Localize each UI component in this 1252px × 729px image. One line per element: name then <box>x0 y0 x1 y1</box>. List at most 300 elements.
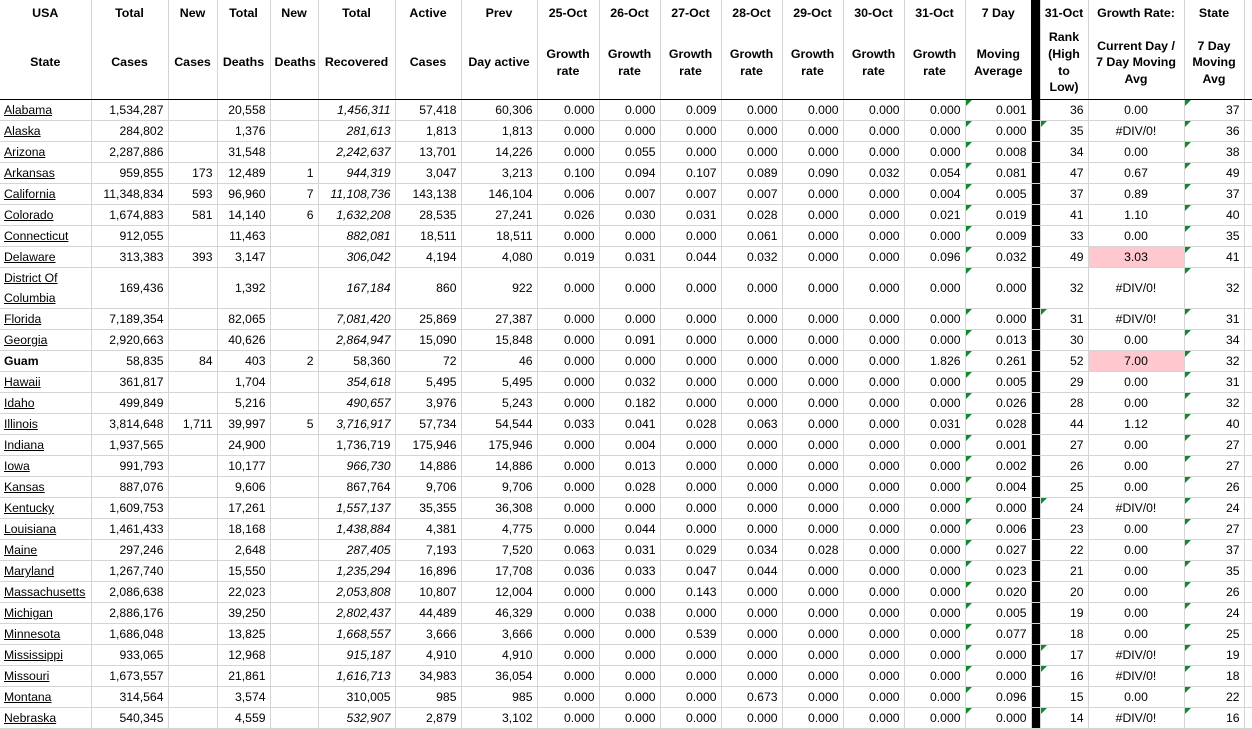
state-name-link[interactable]: Florida <box>4 312 42 326</box>
error-marker-icon <box>966 268 972 274</box>
growth-rate-26-oct-cell: 0.091 <box>599 330 660 351</box>
table-row[interactable] <box>0 666 1252 687</box>
state-name-link[interactable]: Alaska <box>4 124 41 138</box>
prev-day-active-cell: 9,706 <box>461 477 537 498</box>
rank-cell: 32 <box>1040 268 1088 309</box>
growth-rate-28-oct-cell: 0.000 <box>721 309 782 330</box>
recovered-cell: 1,235,294 <box>318 561 395 582</box>
growth-rate-30-oct-cell: 0.000 <box>843 309 904 330</box>
growth-rate-31-oct-cell: 0.000 <box>904 519 965 540</box>
recovered-cell: 532,907 <box>318 708 395 729</box>
prev-day-active-cell: 18,511 <box>461 226 537 247</box>
seven-day-moving-average-cell: 0.096 <box>965 687 1031 708</box>
header-rank-date-top: 31-Oct <box>1040 0 1088 26</box>
state-name-link[interactable]: Nebraska <box>4 711 57 725</box>
total-deaths-cell: 13,825 <box>217 624 270 645</box>
state-name-link[interactable]: Michigan <box>4 606 53 620</box>
error-marker-icon <box>1185 351 1191 357</box>
seven-day-moving-average-cell: 0.027 <box>965 540 1031 561</box>
header-growth-rate-27: Growth rate <box>660 26 721 100</box>
growth-rate-27-oct-cell: 0.000 <box>660 645 721 666</box>
error-marker-icon <box>1185 205 1191 211</box>
table-row[interactable] <box>0 393 1252 414</box>
recovered-cell: 306,042 <box>318 247 395 268</box>
header-state-7day-moving-avg: 7 Day Moving Avg <box>1184 26 1244 100</box>
overflow-cell <box>1244 330 1252 351</box>
header-new-cases-top: New <box>168 0 217 26</box>
state-name-link[interactable]: California <box>4 187 56 201</box>
state-name-link[interactable]: Minnesota <box>4 627 61 641</box>
table-row[interactable] <box>0 247 1252 268</box>
section-divider <box>1031 540 1040 561</box>
state-name-cell[interactable] <box>0 330 91 351</box>
growth-rate-31-oct-cell: 0.000 <box>904 624 965 645</box>
growth-rate-27-oct-cell: 0.009 <box>660 100 721 121</box>
header-growth-rate-top: Growth Rate: <box>1088 0 1184 26</box>
new-deaths-cell <box>270 540 318 561</box>
error-marker-icon <box>966 163 972 169</box>
growth-rate-25-oct-cell: 0.000 <box>537 624 599 645</box>
table-row[interactable] <box>0 477 1252 498</box>
rank-cell: 20 <box>1040 582 1088 603</box>
state-name-link[interactable]: Maryland <box>4 564 55 578</box>
growth-rate-25-oct-cell: 0.063 <box>537 540 599 561</box>
recovered-cell: 1,438,884 <box>318 519 395 540</box>
growth-rate-29-oct-cell: 0.000 <box>782 456 843 477</box>
rank-cell: 49 <box>1040 247 1088 268</box>
section-divider <box>1031 205 1040 226</box>
total-deaths-cell: 12,489 <box>217 163 270 184</box>
growth-rate-26-oct-cell: 0.000 <box>599 687 660 708</box>
new-cases-cell <box>168 477 217 498</box>
growth-rate-25-oct-cell: 0.033 <box>537 414 599 435</box>
state-name-link[interactable]: Georgia <box>4 333 48 347</box>
state-name-cell[interactable] <box>0 100 91 121</box>
state-name-cell[interactable] <box>0 498 91 519</box>
growth-rate-25-oct-cell: 0.000 <box>537 372 599 393</box>
active-cases-cell: 35,355 <box>395 498 461 519</box>
new-deaths-cell <box>270 330 318 351</box>
state-name-link[interactable]: Mississippi <box>4 648 63 662</box>
state-name-cell[interactable] <box>0 540 91 561</box>
section-divider <box>1031 100 1040 121</box>
rank-cell: 16 <box>1040 666 1088 687</box>
total-cases-cell: 912,055 <box>91 226 168 247</box>
state-7day-moving-avg-cell: 26 <box>1184 582 1244 603</box>
growth-rate-27-oct-cell: 0.044 <box>660 247 721 268</box>
growth-rate-28-oct-cell: 0.000 <box>721 456 782 477</box>
state-name-cell[interactable] <box>0 268 91 309</box>
error-marker-icon <box>966 393 972 399</box>
state-name-cell[interactable] <box>0 519 91 540</box>
seven-day-moving-average-cell: 0.077 <box>965 624 1031 645</box>
error-marker-icon <box>1185 603 1191 609</box>
growth-rate-30-oct-cell: 0.000 <box>843 498 904 519</box>
error-marker-icon <box>966 435 972 441</box>
table-row[interactable] <box>0 163 1252 184</box>
current-vs-7day-cell: 0.00 <box>1088 393 1184 414</box>
error-marker-icon <box>966 351 972 357</box>
total-cases-cell: 540,345 <box>91 708 168 729</box>
growth-rate-27-oct-cell: 0.000 <box>660 456 721 477</box>
total-deaths-cell: 20,558 <box>217 100 270 121</box>
seven-day-moving-average-cell: 0.002 <box>965 456 1031 477</box>
growth-rate-29-oct-cell: 0.000 <box>782 687 843 708</box>
state-name-cell[interactable] <box>0 603 91 624</box>
growth-rate-31-oct-cell: 0.000 <box>904 330 965 351</box>
error-marker-icon <box>1185 372 1191 378</box>
growth-rate-29-oct-cell: 0.000 <box>782 184 843 205</box>
growth-rate-26-oct-cell: 0.000 <box>599 708 660 729</box>
seven-day-moving-average-cell: 0.000 <box>965 645 1031 666</box>
table-row[interactable] <box>0 708 1252 729</box>
total-cases-cell: 933,065 <box>91 645 168 666</box>
header-moving-average: Moving Average <box>965 26 1031 100</box>
state-7day-moving-avg-cell: 34 <box>1184 330 1244 351</box>
growth-rate-26-oct-cell: 0.000 <box>599 100 660 121</box>
new-cases-cell <box>168 561 217 582</box>
growth-rate-27-oct-cell: 0.000 <box>660 309 721 330</box>
seven-day-moving-average-cell: 0.013 <box>965 330 1031 351</box>
rank-cell: 31 <box>1040 309 1088 330</box>
new-cases-cell: 581 <box>168 205 217 226</box>
growth-rate-25-oct-cell: 0.000 <box>537 456 599 477</box>
state-name-cell[interactable] <box>0 687 91 708</box>
growth-rate-28-oct-cell: 0.000 <box>721 603 782 624</box>
rank-cell: 41 <box>1040 205 1088 226</box>
error-marker-icon <box>1185 226 1191 232</box>
state-7day-moving-avg-cell: 27 <box>1184 435 1244 456</box>
active-cases-cell: 15,090 <box>395 330 461 351</box>
section-divider <box>1031 519 1040 540</box>
table-row[interactable] <box>0 456 1252 477</box>
growth-rate-30-oct-cell: 0.000 <box>843 330 904 351</box>
state-name-cell[interactable] <box>0 435 91 456</box>
state-7day-moving-avg-cell: 37 <box>1184 184 1244 205</box>
growth-rate-29-oct-cell: 0.000 <box>782 477 843 498</box>
table-row[interactable] <box>0 372 1252 393</box>
table-row[interactable] <box>0 624 1252 645</box>
new-cases-cell <box>168 666 217 687</box>
table-row[interactable] <box>0 687 1252 708</box>
seven-day-moving-average-cell: 0.081 <box>965 163 1031 184</box>
new-cases-cell: 393 <box>168 247 217 268</box>
prev-day-active-cell: 175,946 <box>461 435 537 456</box>
new-cases-cell <box>168 708 217 729</box>
header-date-31-oct: 31-Oct <box>904 0 965 26</box>
growth-rate-29-oct-cell: 0.000 <box>782 519 843 540</box>
state-name-link[interactable]: Kansas <box>4 480 45 494</box>
overflow-cell <box>1244 666 1252 687</box>
prev-day-active-cell: 14,886 <box>461 456 537 477</box>
overflow-cell <box>1244 184 1252 205</box>
growth-rate-27-oct-cell: 0.029 <box>660 540 721 561</box>
growth-rate-29-oct-cell: 0.000 <box>782 435 843 456</box>
growth-rate-29-oct-cell: 0.000 <box>782 268 843 309</box>
growth-rate-29-oct-cell: 0.000 <box>782 624 843 645</box>
state-7day-moving-avg-cell: 32 <box>1184 268 1244 309</box>
growth-rate-26-oct-cell: 0.007 <box>599 184 660 205</box>
state-name-cell[interactable] <box>0 561 91 582</box>
overflow-cell <box>1244 100 1252 121</box>
state-7day-moving-avg-cell: 27 <box>1184 456 1244 477</box>
state-name-link[interactable]: Delaware <box>4 250 56 264</box>
new-deaths-cell <box>270 624 318 645</box>
current-vs-7day-cell: 0.00 <box>1088 561 1184 582</box>
table-row[interactable] <box>0 100 1252 121</box>
active-cases-cell: 143,138 <box>395 184 461 205</box>
growth-rate-25-oct-cell: 0.000 <box>537 142 599 163</box>
active-cases-cell: 13,701 <box>395 142 461 163</box>
state-name-link[interactable]: Arizona <box>4 145 46 159</box>
error-marker-icon <box>966 498 972 504</box>
growth-rate-26-oct-cell: 0.000 <box>599 666 660 687</box>
recovered-cell: 310,005 <box>318 687 395 708</box>
table-row[interactable] <box>0 205 1252 226</box>
overflow-cell <box>1244 414 1252 435</box>
state-name-cell[interactable] <box>0 372 91 393</box>
state-7day-moving-avg-cell: 37 <box>1184 540 1244 561</box>
table-row[interactable] <box>0 582 1252 603</box>
state-name-cell[interactable] <box>0 645 91 666</box>
state-name-link[interactable]: Iowa <box>4 459 30 473</box>
table-row[interactable] <box>0 142 1252 163</box>
table-header <box>0 0 1252 100</box>
state-name-cell[interactable] <box>0 205 91 226</box>
total-deaths-cell: 3,147 <box>217 247 270 268</box>
state-name-cell[interactable] <box>0 456 91 477</box>
state-name-link[interactable]: Alabama <box>4 103 53 117</box>
new-cases-cell <box>168 603 217 624</box>
new-deaths-cell <box>270 519 318 540</box>
active-cases-cell: 860 <box>395 268 461 309</box>
growth-rate-27-oct-cell: 0.000 <box>660 351 721 372</box>
seven-day-moving-average-cell: 0.023 <box>965 561 1031 582</box>
total-deaths-cell: 39,250 <box>217 603 270 624</box>
state-name-cell[interactable] <box>0 226 91 247</box>
state-name-link[interactable]: Indiana <box>4 438 44 452</box>
state-name-cell[interactable] <box>0 414 91 435</box>
active-cases-cell: 3,666 <box>395 624 461 645</box>
growth-rate-27-oct-cell: 0.047 <box>660 561 721 582</box>
growth-rate-29-oct-cell: 0.000 <box>782 205 843 226</box>
error-marker-icon <box>1185 687 1191 693</box>
growth-rate-27-oct-cell: 0.000 <box>660 372 721 393</box>
seven-day-moving-average-cell: 0.261 <box>965 351 1031 372</box>
section-divider-top <box>1031 0 1040 26</box>
prev-day-active-cell: 27,387 <box>461 309 537 330</box>
prev-day-active-cell: 54,544 <box>461 414 537 435</box>
current-vs-7day-cell: 0.00 <box>1088 142 1184 163</box>
new-cases-cell <box>168 372 217 393</box>
state-name-cell[interactable] <box>0 142 91 163</box>
state-name-cell[interactable] <box>0 624 91 645</box>
new-cases-cell <box>168 330 217 351</box>
error-marker-icon <box>1185 142 1191 148</box>
table-row[interactable] <box>0 540 1252 561</box>
state-name-cell[interactable] <box>0 582 91 603</box>
total-deaths-cell: 31,548 <box>217 142 270 163</box>
state-name-cell[interactable] <box>0 247 91 268</box>
header-recovered: Recovered <box>318 26 395 100</box>
growth-rate-30-oct-cell: 0.000 <box>843 414 904 435</box>
state-name-link[interactable]: District Of Columbia <box>4 271 58 305</box>
current-vs-7day-cell: 1.12 <box>1088 414 1184 435</box>
state-name-link[interactable]: Arkansas <box>4 166 55 180</box>
growth-rate-27-oct-cell: 0.000 <box>660 708 721 729</box>
growth-rate-25-oct-cell: 0.000 <box>537 666 599 687</box>
growth-rate-31-oct-cell: 0.000 <box>904 666 965 687</box>
growth-rate-30-oct-cell: 0.000 <box>843 351 904 372</box>
seven-day-moving-average-cell: 0.005 <box>965 603 1031 624</box>
error-marker-icon <box>966 226 972 232</box>
state-name-link[interactable]: Idaho <box>4 396 35 410</box>
growth-rate-26-oct-cell: 0.044 <box>599 519 660 540</box>
error-marker-icon <box>1185 121 1191 127</box>
table-row[interactable] <box>0 268 1252 309</box>
table-row[interactable] <box>0 519 1252 540</box>
state-name-cell[interactable] <box>0 121 91 142</box>
growth-rate-30-oct-cell: 0.000 <box>843 393 904 414</box>
section-divider <box>1031 561 1040 582</box>
error-marker-icon <box>966 121 972 127</box>
prev-day-active-cell: 46,329 <box>461 603 537 624</box>
current-vs-7day-cell: #DIV/0! <box>1088 645 1184 666</box>
total-deaths-cell: 40,626 <box>217 330 270 351</box>
state-7day-moving-avg-cell: 18 <box>1184 666 1244 687</box>
state-7day-moving-avg-cell: 24 <box>1184 498 1244 519</box>
growth-rate-30-oct-cell: 0.000 <box>843 666 904 687</box>
growth-rate-25-oct-cell: 0.000 <box>537 477 599 498</box>
section-divider <box>1031 247 1040 268</box>
state-name-link[interactable]: Illinois <box>4 417 38 431</box>
growth-rate-25-oct-cell: 0.000 <box>537 435 599 456</box>
table-row[interactable] <box>0 645 1252 666</box>
recovered-cell: 867,764 <box>318 477 395 498</box>
table-row[interactable] <box>0 351 1252 372</box>
growth-rate-27-oct-cell: 0.007 <box>660 184 721 205</box>
error-marker-icon <box>1185 645 1191 651</box>
state-name-link[interactable]: Kentucky <box>4 501 55 515</box>
overflow-cell <box>1244 268 1252 309</box>
state-name-cell[interactable] <box>0 309 91 330</box>
section-divider <box>1031 477 1040 498</box>
growth-rate-26-oct-cell: 0.000 <box>599 121 660 142</box>
header-row-bottom <box>0 26 1252 100</box>
section-divider <box>1031 372 1040 393</box>
section-divider <box>1031 666 1040 687</box>
total-deaths-cell: 24,900 <box>217 435 270 456</box>
header-growth-rate-31: Growth rate <box>904 26 965 100</box>
growth-rate-31-oct-cell: 1.826 <box>904 351 965 372</box>
state-7day-moving-avg-cell: 36 <box>1184 121 1244 142</box>
seven-day-moving-average-cell: 0.006 <box>965 519 1031 540</box>
state-name-link[interactable]: Louisiana <box>4 522 57 536</box>
state-name-link[interactable]: Colorado <box>4 208 54 222</box>
state-name-cell[interactable] <box>0 666 91 687</box>
growth-rate-25-oct-cell: 0.036 <box>537 561 599 582</box>
header-date-28-oct: 28-Oct <box>721 0 782 26</box>
overflow-cell <box>1244 477 1252 498</box>
table-row[interactable] <box>0 309 1252 330</box>
new-cases-cell: 593 <box>168 184 217 205</box>
table-row[interactable] <box>0 414 1252 435</box>
active-cases-cell: 985 <box>395 687 461 708</box>
total-cases-cell: 3,814,648 <box>91 414 168 435</box>
current-vs-7day-cell: 0.00 <box>1088 477 1184 498</box>
prev-day-active-cell: 1,813 <box>461 121 537 142</box>
state-name-link[interactable]: Maine <box>4 543 38 557</box>
table-row[interactable] <box>0 121 1252 142</box>
table-row[interactable] <box>0 498 1252 519</box>
new-deaths-cell <box>270 687 318 708</box>
table-row[interactable] <box>0 603 1252 624</box>
total-deaths-cell: 15,550 <box>217 561 270 582</box>
overflow-cell <box>1244 456 1252 477</box>
state-name-cell[interactable] <box>0 708 91 729</box>
error-marker-icon <box>1185 519 1191 525</box>
state-name-cell[interactable] <box>0 393 91 414</box>
growth-rate-31-oct-cell: 0.004 <box>904 184 965 205</box>
growth-rate-26-oct-cell: 0.033 <box>599 561 660 582</box>
growth-rate-27-oct-cell: 0.107 <box>660 163 721 184</box>
header-prev-top: Prev <box>461 0 537 26</box>
growth-rate-31-oct-cell: 0.000 <box>904 456 965 477</box>
growth-rate-31-oct-cell: 0.000 <box>904 309 965 330</box>
error-marker-icon <box>1185 435 1191 441</box>
table-row[interactable] <box>0 226 1252 247</box>
state-name-cell[interactable] <box>0 351 91 372</box>
error-marker-icon <box>1185 163 1191 169</box>
state-name-cell[interactable] <box>0 163 91 184</box>
state-name-link[interactable]: Missouri <box>4 669 50 683</box>
growth-rate-27-oct-cell: 0.000 <box>660 330 721 351</box>
header-date-26-oct: 26-Oct <box>599 0 660 26</box>
table-row[interactable] <box>0 435 1252 456</box>
growth-rate-29-oct-cell: 0.000 <box>782 414 843 435</box>
overflow-cell <box>1244 393 1252 414</box>
prev-day-active-cell: 4,775 <box>461 519 537 540</box>
total-deaths-cell: 22,023 <box>217 582 270 603</box>
error-marker-icon <box>1185 414 1191 420</box>
rank-cell: 52 <box>1040 351 1088 372</box>
error-marker-icon <box>1185 393 1191 399</box>
growth-rate-28-oct-cell: 0.000 <box>721 624 782 645</box>
state-7day-moving-avg-cell: 27 <box>1184 519 1244 540</box>
new-deaths-cell: 5 <box>270 414 318 435</box>
state-name-link[interactable]: Connecticut <box>4 229 69 243</box>
state-name-link[interactable]: Massachusetts <box>4 585 86 599</box>
new-deaths-cell: 6 <box>270 205 318 226</box>
table-row[interactable] <box>0 561 1252 582</box>
section-divider <box>1031 645 1040 666</box>
table-row[interactable] <box>0 330 1252 351</box>
state-name-cell[interactable] <box>0 477 91 498</box>
recovered-cell: 1,456,311 <box>318 100 395 121</box>
rank-cell: 22 <box>1040 540 1088 561</box>
table-row[interactable] <box>0 184 1252 205</box>
growth-rate-26-oct-cell: 0.004 <box>599 435 660 456</box>
state-name-link[interactable]: Hawaii <box>4 375 41 389</box>
error-marker-icon <box>966 603 972 609</box>
state-name-link[interactable]: Montana <box>4 690 52 704</box>
state-name-cell[interactable] <box>0 184 91 205</box>
growth-rate-27-oct-cell: 0.000 <box>660 603 721 624</box>
seven-day-moving-average-cell: 0.005 <box>965 372 1031 393</box>
growth-rate-29-oct-cell: 0.028 <box>782 540 843 561</box>
total-deaths-cell: 9,606 <box>217 477 270 498</box>
seven-day-moving-average-cell: 0.032 <box>965 247 1031 268</box>
